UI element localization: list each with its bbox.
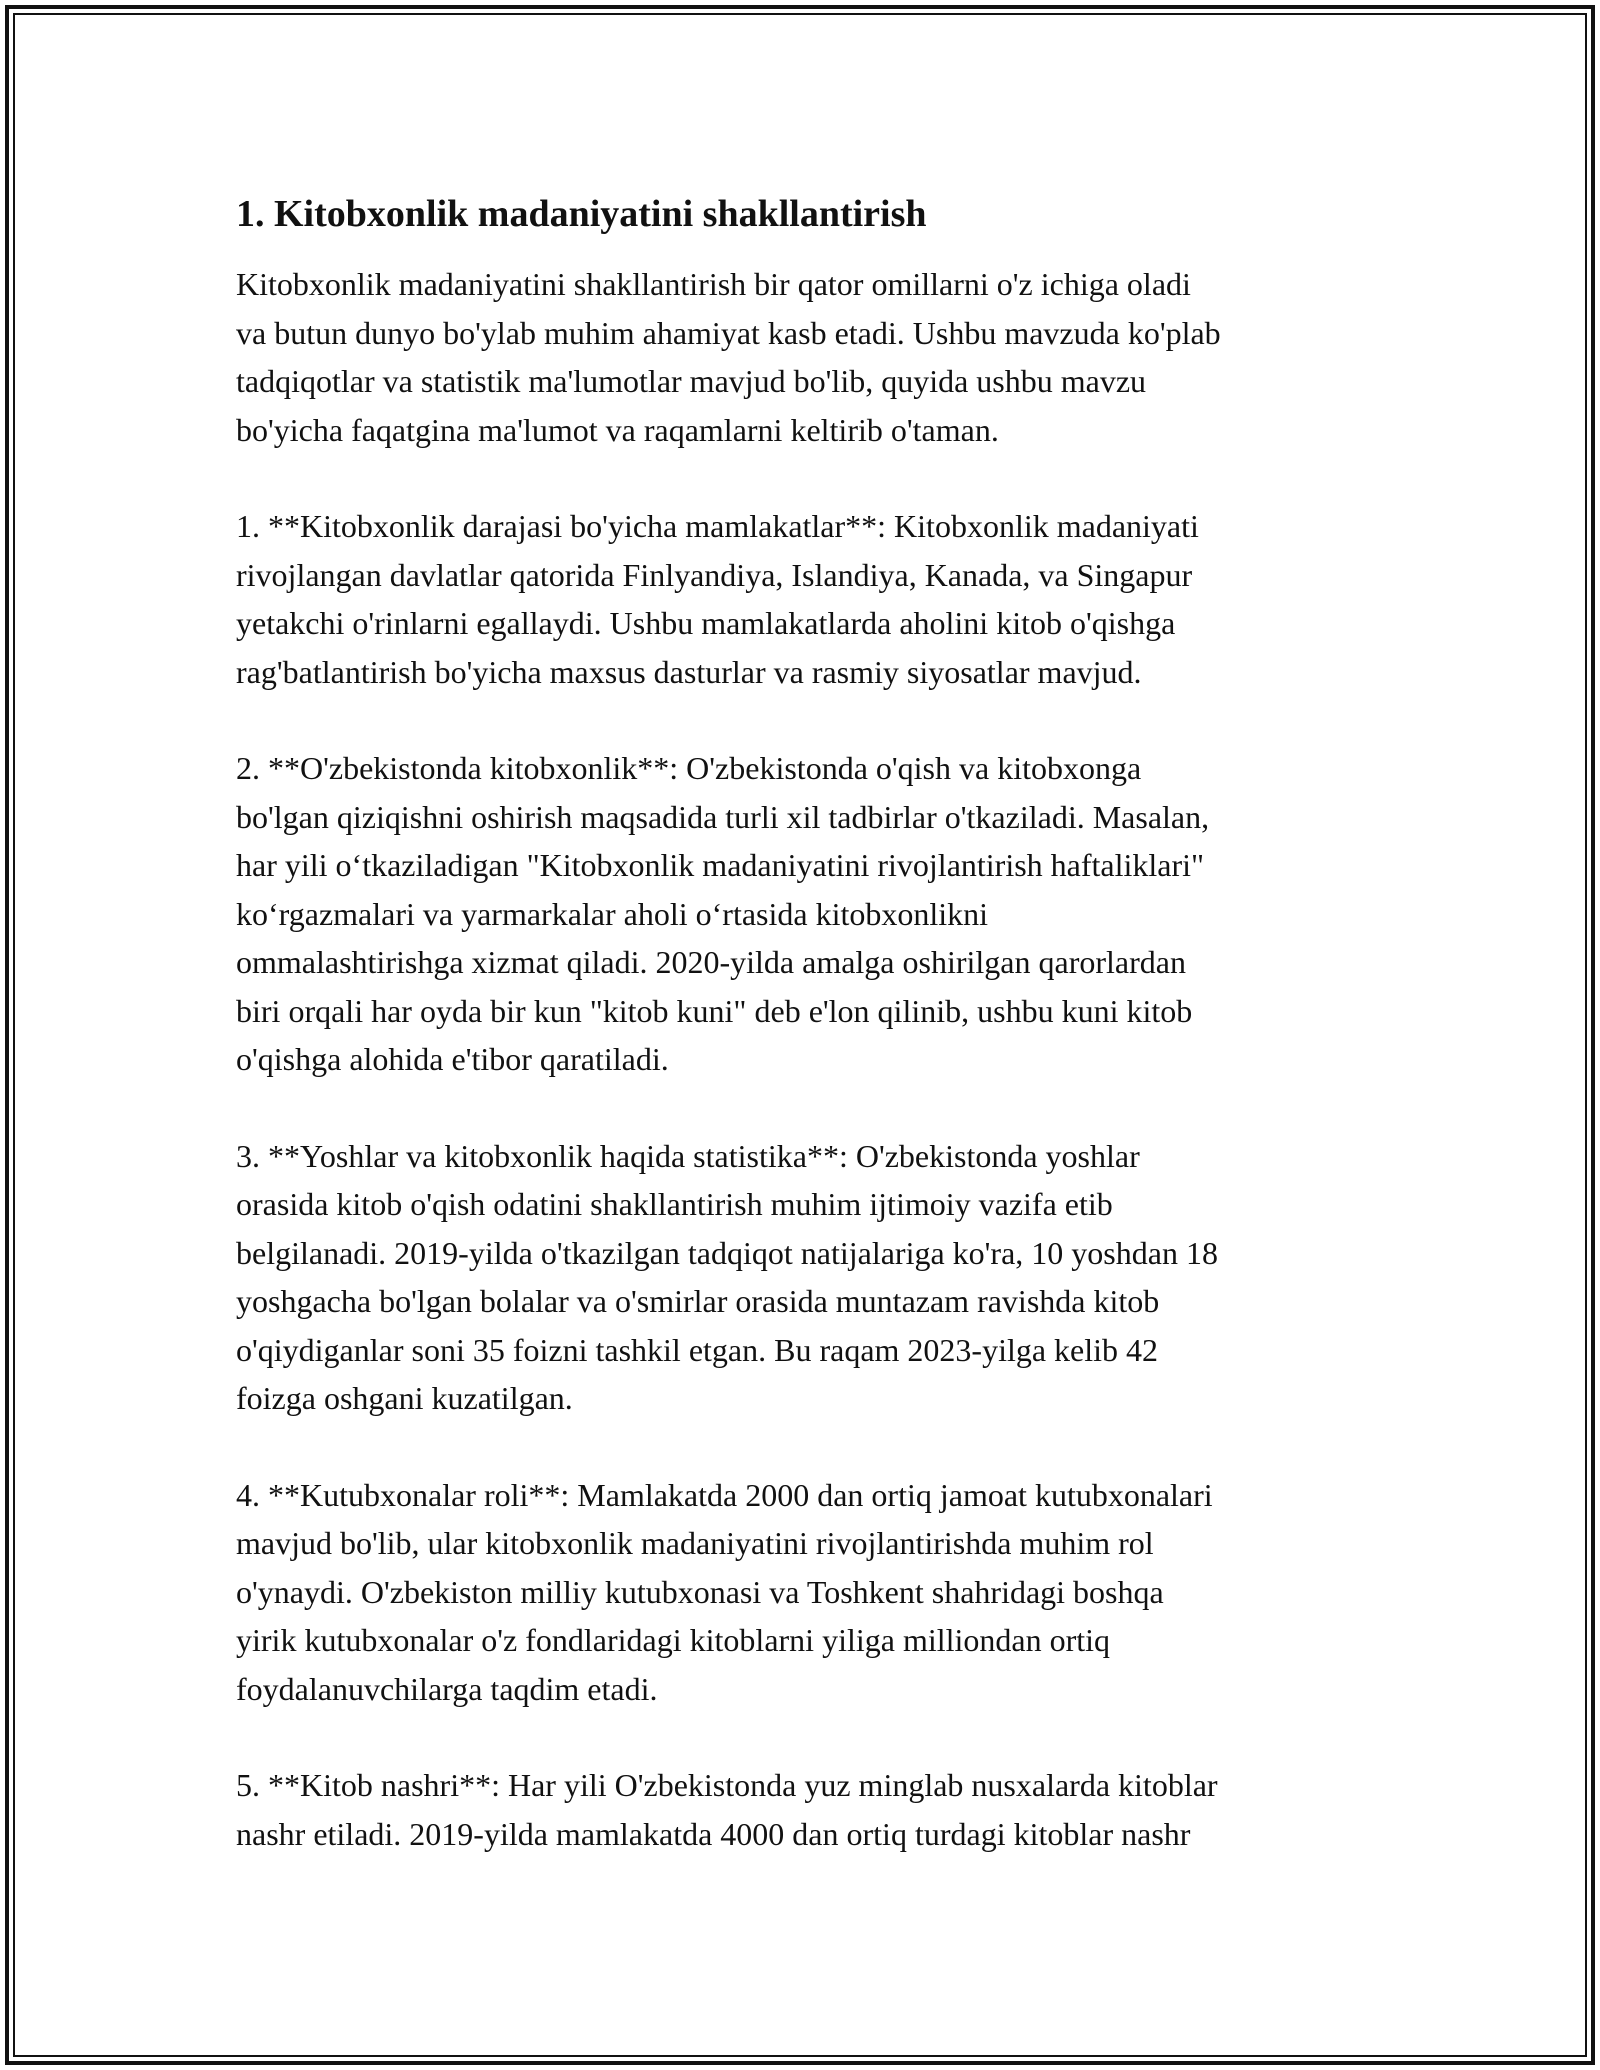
paragraph-item-4: 4. **Kutubxonalar roli**: Mamlakatda 2000 dan ortiq jamoat kutubxonalari mavjud bo'lib, ular kitobxonlik madaniyatini rivojlantirishda muhim rol o'ynaydi. O'zbekiston milliy kutubxonasi va Toshkent shahridagi boshqa yirik kutubxonalar o'z fondlaridagi kitoblarni yiliga milliondan ortiq foydalanuvchilarga taqdim etadi. [236, 1476, 1213, 1707]
paragraph-item-5: 5. **Kitob nashri**: Har yili O'zbekistonda yuz minglab nusxalarda kitoblar nashr etiladi. 2019-yilda mamlakatda 4000 dan ortiq turdagi kitoblar nashr [236, 1767, 1218, 1852]
paragraph-intro: Kitobxonlik madaniyatini shakllantirish bir qator omillarni o'z ichiga oladi va butun dunyo bo'ylab muhim ahamiyat kasb etadi. Ushbu mavzuda ko'plab tadqiqotlar va statistik ma'lumotlar mavjud bo'lib, quyida ushbu mavzu bo'yicha faqatgina ma'lumot va raqamlarni keltirib o'taman. [236, 266, 1221, 448]
section-title: 1. Kitobxonlik madaniyatini shakllantirish [236, 193, 927, 235]
paragraph-item-2: 2. **O'zbekistonda kitobxonlik**: O'zbekistonda o'qish va kitobxonga bo'lgan qiziqishni oshirish maqsadida turli xil tadbirlar o'tkaziladi. Masalan, har yili o‘tkaziladigan "Kitobxonlik madaniyatini rivojlantirish haftaliklari" ko‘rgazmalari va yarmarkalar aholi o‘rtasida kitobxonlikni ommalashtirishga xizmat qiladi. 2020-yilda amalga oshirilgan qarorlardan biri orqali har oyda bir kun "kitob kuni" deb e'lon qilinib, ushbu kuni kitob o'qishga alohida e'tibor qaratiladi. [236, 750, 1210, 1077]
document-body [236, 186, 1366, 1858]
paragraph-item-3: 3. **Yoshlar va kitobxonlik haqida statistika**: O'zbekistonda yoshlar orasida kitob o'qish odatini shakllantirish muhim ijtimoiy vazifa etib belgilanadi. 2019-yilda o'tkazilgan tadqiqot natijalariga ko'ra, 10 yoshdan 18 yoshgacha bo'lgan bolalar va o'smirlar orasida muntazam ravishda kitob o'qiydiganlar soni 35 foizni tashkil etgan. Bu raqam 2023-yilga kelib 42 foizga oshgani kuzatilgan. [236, 1137, 1218, 1416]
paragraph-item-1: 1. **Kitobxonlik darajasi bo'yicha mamlakatlar**: Kitobxonlik madaniyati rivojlangan davlatlar qatorida Finlyandiya, Islandiya, Kanada, va Singapur yetakchi o'rinlarni egallaydi. Ushbu mamlakatlarda aholini kitob o'qishga rag'batlantirish bo'yicha maxsus dasturlar va rasmiy siyosatlar mavjud. [236, 508, 1199, 690]
